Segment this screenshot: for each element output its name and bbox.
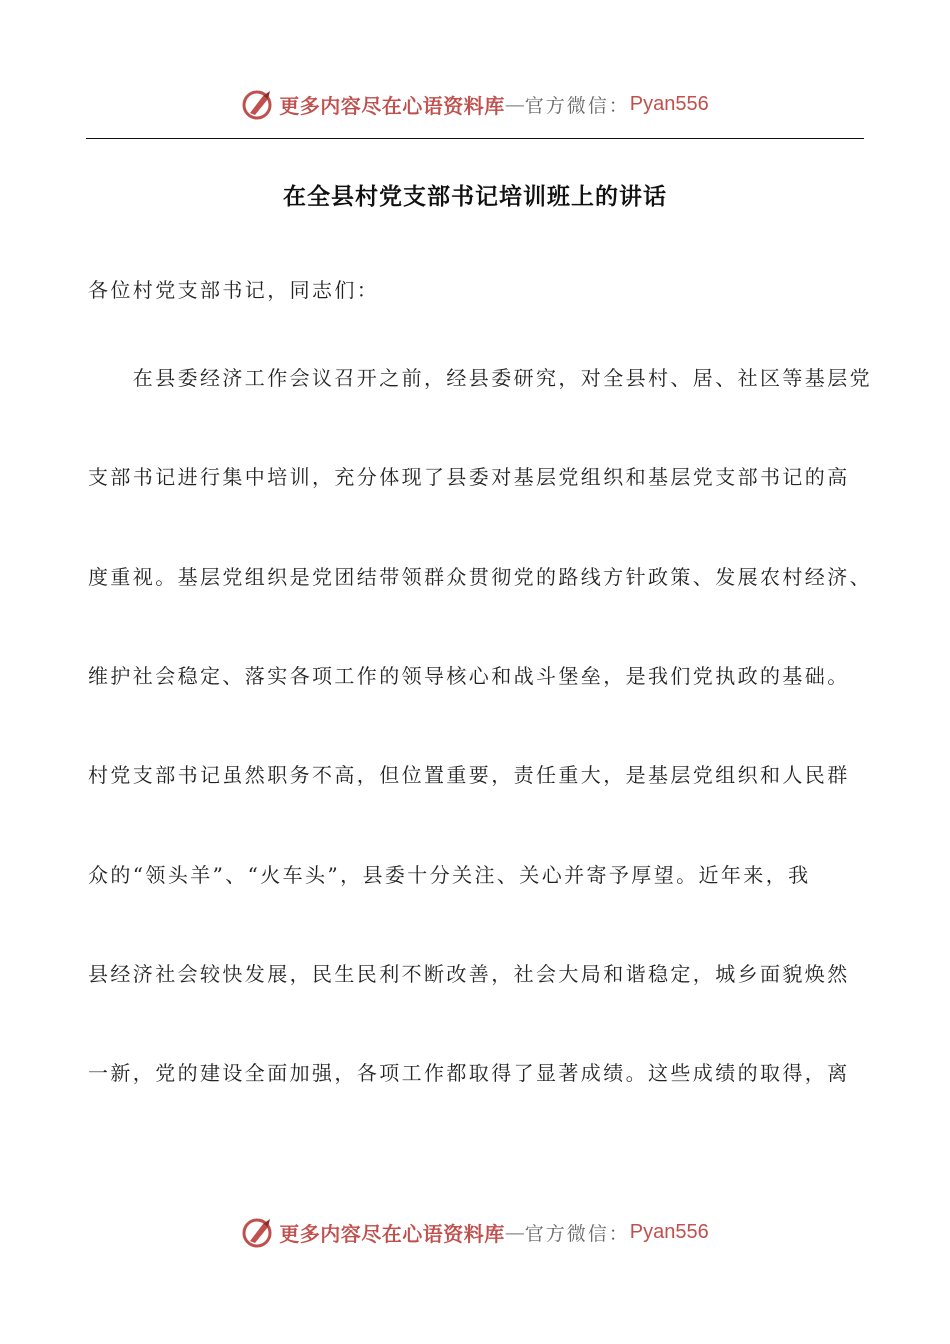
banner-separator: — [504, 1220, 525, 1244]
body-line: 村党支部书记虽然职务不高，但位置重要，责任重大，是基层党组织和人民群 [88, 763, 850, 787]
body-line: 度重视。基层党组织是党团结带领群众贯彻党的路线方针政策、发展农村经济、 [88, 565, 872, 589]
pen-nib-circle-icon [241, 1215, 275, 1249]
body-line: 支部书记进行集中培训，充分体现了县委对基层党组织和基层党支部书记的高 [88, 465, 850, 489]
header-banner [0, 84, 950, 124]
banner-text: 更多内容尽在心语资料库 [279, 93, 505, 118]
document-title: 在全县村党支部书记培训班上的讲话 [283, 183, 667, 210]
body-line: 维护社会稳定、落实各项工作的领导核心和战斗堡垒，是我们党执政的基础。 [88, 664, 850, 688]
salutation: 各位村党支部书记，同志们： [88, 278, 380, 302]
banner-separator: — [504, 92, 525, 116]
pen-nib-circle-icon [241, 87, 275, 121]
banner-text: 更多内容尽在心语资料库 [279, 1221, 505, 1246]
banner-wechat-label: 官方微信： [524, 94, 630, 117]
footer-banner [0, 1212, 950, 1252]
header-divider [86, 138, 864, 139]
body-line: 县经济社会较快发展，民生民利不断改善，社会大局和谐稳定，城乡面貌焕然 [88, 962, 850, 986]
banner-wechat-label: 官方微信： [524, 1222, 630, 1245]
body-line: 一新，党的建设全面加强，各项工作都取得了显著成绩。这些成绩的取得，离 [88, 1061, 850, 1085]
banner-wechat-id: Pyan556 [629, 92, 709, 115]
body-line: 众的“领头羊”、“火车头”，县委十分关注、关心并寄予厚望。近年来，我 [88, 863, 811, 887]
body-line: 在县委经济工作会议召开之前，经县委研究，对全县村、居、社区等基层党 [88, 366, 872, 390]
banner-wechat-id: Pyan556 [629, 1220, 709, 1243]
